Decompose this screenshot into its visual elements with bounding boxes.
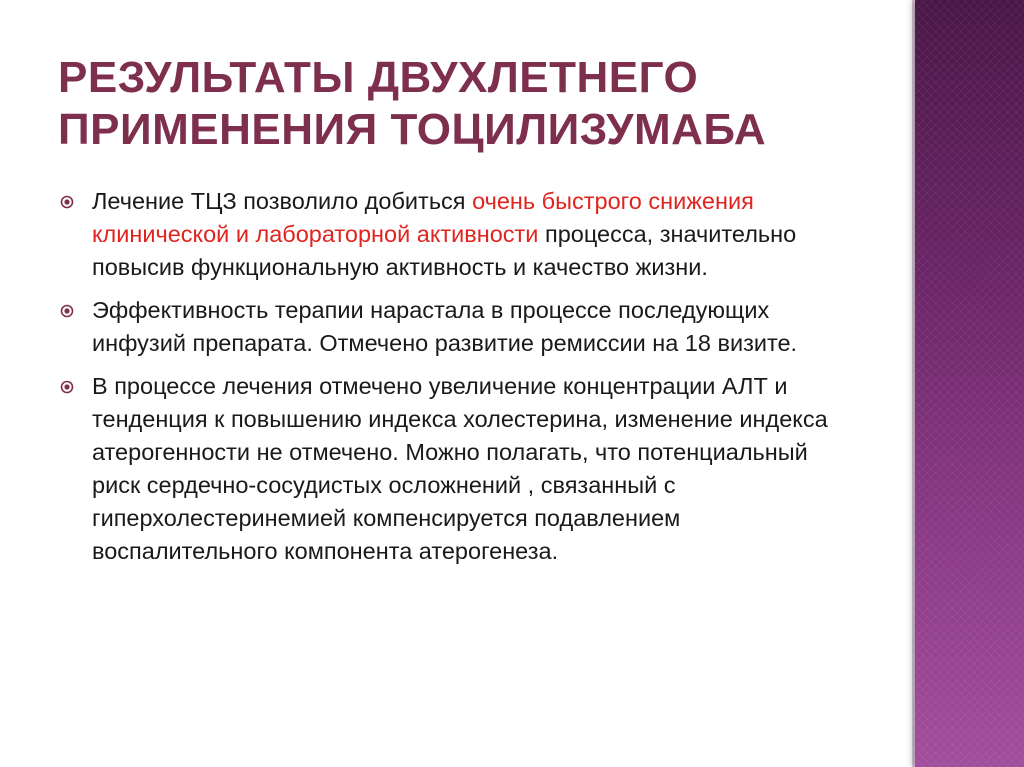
bullet-list xyxy=(58,185,858,578)
side-decorative-band xyxy=(915,0,1024,767)
bullet-2-text: Эффективность терапии нарастала в процессе последующих инфузий препарата. Отмечено развитие ремиссии на 18 визите. xyxy=(92,297,798,356)
slide-title: РЕЗУЛЬТАТЫ ДВУХЛЕТНЕГО ПРИМЕНЕНИЯ ТОЦИЛИЗУМАБА xyxy=(58,53,767,154)
bullet-item-1 xyxy=(58,185,858,284)
circled-dot-icon xyxy=(60,304,74,318)
circled-dot-icon xyxy=(60,380,74,394)
bullet-1-text-before: Лечение ТЦЗ позволило добиться xyxy=(92,188,473,214)
bullet-item-3 xyxy=(58,370,858,568)
bullet-3-text: В процессе лечения отмечено увеличение концентрации АЛТ и тенденция к повышению индекса холестерина, изменение индекса атерогенности не отмечено. Можно полагать, что потенциальный риск сердечно-сосудистых осложнений , связанный с гиперхолестеринемией компенсируется подавлением воспалительного компонента атерогенеза. xyxy=(92,373,828,564)
bullet-1-text-after: процесса, значительно повысив функциональную активность и качество жизни. xyxy=(92,221,797,280)
bullet-item-2 xyxy=(58,294,858,360)
circled-dot-icon xyxy=(60,195,74,209)
bullet-1-highlight: очень быстрого снижения клинической и лабораторной активности xyxy=(92,188,754,247)
